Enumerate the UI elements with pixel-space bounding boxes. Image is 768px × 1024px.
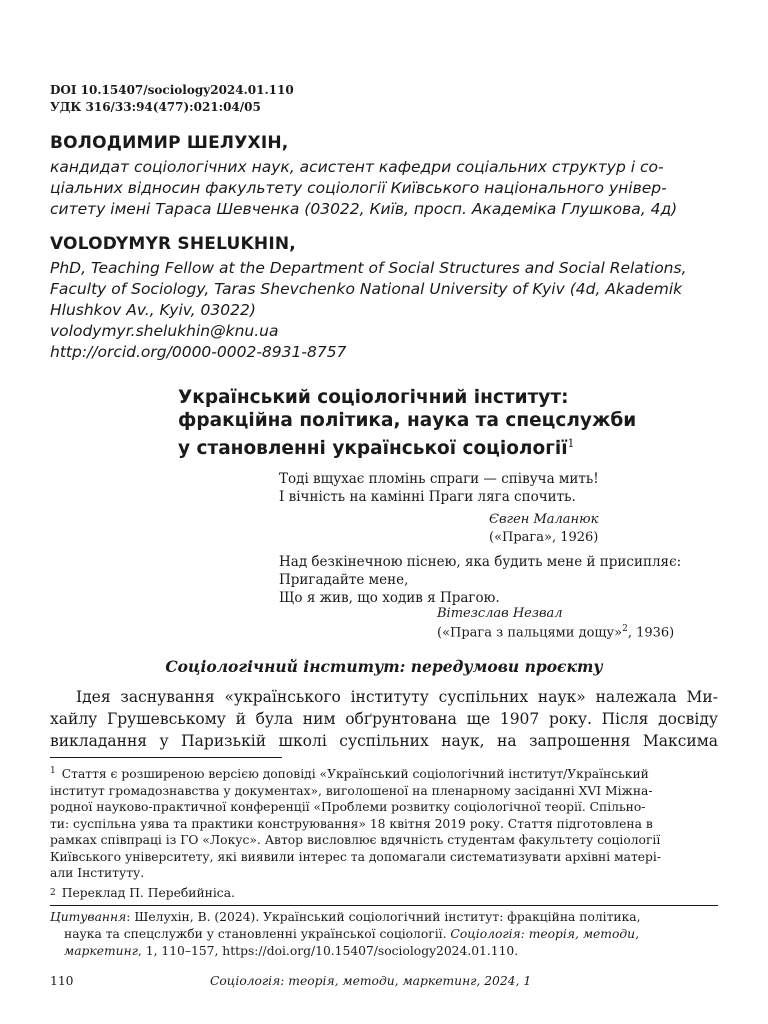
citation-divider xyxy=(50,905,718,906)
affiliation-line: Faculty of Sociology, Taras Shevchenko National University of Kyiv (4d, Akademik xyxy=(50,280,683,298)
title-line: Український соціологічний інститут: xyxy=(178,387,569,408)
author-affiliation-en xyxy=(50,258,710,363)
epigraph-nezval xyxy=(279,553,681,607)
footnote-text: Стаття є розширеною версією доповіді «Український соціологічний інститут/Український xyxy=(61,767,649,782)
citation-block xyxy=(50,909,718,960)
footnote-1-line: інститут громадознавства у документах», виголошеної на пленарному засіданні XVI Міжна- xyxy=(50,783,653,798)
section-heading: Соціологічний інститут: передумови проєкту xyxy=(165,657,603,676)
page-number: 110 xyxy=(50,974,74,988)
epigraph-author: Євген Маланюк xyxy=(489,512,599,527)
poem-line: Над безкінечною піснею, яка будить мене й присипляє: xyxy=(279,554,682,570)
doi[interactable]: DOI 10.15407/sociology2024.01.110 xyxy=(50,83,294,97)
poem-line: Пригадайте мене, xyxy=(279,572,409,588)
title-footnote-mark[interactable]: 1 xyxy=(567,437,575,450)
affiliation-line: кандидат соціологічних наук, асистент кафедри соціальних структур і со- xyxy=(50,158,664,176)
affiliation-line: ситету імені Тараса Шевченка (03022, Київ, просп. Академіка Глушкова, 4д) xyxy=(50,200,678,218)
footnote-1-line: рамках співпраці із ГО «Локус». Автор висловлює вдячність студентам факультету соціології xyxy=(50,833,661,848)
author-name-en: VOLODYMYR SHELUKHIN, xyxy=(50,234,296,254)
source-year: , 1936) xyxy=(627,625,675,641)
footnote-divider xyxy=(50,757,282,758)
citation-line xyxy=(50,926,718,943)
epigraph-source xyxy=(437,624,674,640)
paragraph-line: Ідея заснування «українського інституту суспільних наук» належала Ми- xyxy=(76,688,718,706)
affiliation-line: ціальних відносин факультету соціології Київського національного універ- xyxy=(50,179,667,197)
poem-line: Що я жив, що ходив я Прагою. xyxy=(279,590,500,606)
paragraph-line: викладання у Паризькій школі суспільних наук, на запрошення Максима xyxy=(50,732,718,750)
article-identifiers xyxy=(50,82,294,116)
source-text: («Прага з пальцями дощу» xyxy=(437,625,623,641)
footnote-1-line xyxy=(50,763,718,783)
footnotes xyxy=(50,763,718,901)
paragraph-line: хайлу Грушевському й була ним обґрунтована ще 1907 року. Після досвіду xyxy=(50,710,718,728)
footnote-number: 2 xyxy=(50,887,56,898)
title-line xyxy=(178,432,636,460)
udk-code: УДК 316/33:94(477):021:04/05 xyxy=(50,100,261,114)
title-line: фракційна політика, наука та спецслужби xyxy=(178,410,637,431)
epigraph-malaniuk xyxy=(279,470,599,506)
affiliation-line: Hlushkov Av., Kyiv, 03022) xyxy=(50,301,256,319)
citation-text: : Шелухін, В. (2024). Український соціологічний інститут: фракційна політика, xyxy=(126,910,641,924)
footnote-mark-2[interactable]: 2 xyxy=(622,624,628,634)
poem-line: Тоді вщухає пломінь спраги — співуча мить! xyxy=(279,471,599,487)
footnote-1-line: Київського університету, які виявили інтерес та допомагали систематизувати архівні матері- xyxy=(50,849,662,864)
footnote-number: 1 xyxy=(50,766,56,776)
author-orcid[interactable]: http://orcid.org/0000-0002-8931-8757 xyxy=(50,343,347,361)
citation-line xyxy=(50,909,718,926)
affiliation-line: PhD, Teaching Fellow at the Department of Social Structures and Social Relations, xyxy=(50,259,687,277)
title-line-text: у становленні української соціології xyxy=(178,438,568,460)
citation-text: наука та спецслужби у становленні української соціології. xyxy=(64,927,451,941)
poem-line: І вічність на камінні Праги ляга спочить. xyxy=(279,489,576,505)
footnote-1-line: ти: суспільна уява та практики конструювання» 18 квітня 2019 року. Стаття підготовлена в xyxy=(50,816,653,831)
footnote-text: Переклад П. Перебийніса. xyxy=(61,885,235,900)
citation-line xyxy=(50,943,718,960)
article-title xyxy=(178,386,636,460)
footnote-1-line: али Інституту. xyxy=(50,866,145,881)
footnote-2 xyxy=(50,885,718,902)
epigraph-source: («Прага», 1926) xyxy=(489,530,599,545)
citation-journal: Соціологія: теорія, методи, xyxy=(450,927,639,941)
footnote-1-line: родної науково-практичної конференції «Проблеми розвитку соціологічної теорії. Спільно- xyxy=(50,800,646,815)
citation-label: Цитування xyxy=(50,910,127,924)
citation-doi[interactable]: , 1, 110–157, https://doi.org/10.15407/sociology2024.01.110. xyxy=(137,944,519,958)
author-affiliation-ua xyxy=(50,157,710,220)
body-paragraph xyxy=(50,686,718,752)
author-email[interactable]: volodymyr.shelukhin@knu.ua xyxy=(50,322,279,340)
journal-running-footer: Соціологія: теорія, методи, маркетинг, 2024, 1 xyxy=(210,974,532,988)
epigraph-author: Вітезслав Незвал xyxy=(437,606,563,621)
author-name-ua: ВОЛОДИМИР ШЕЛУХІН, xyxy=(50,133,289,153)
citation-journal: маркетинг xyxy=(64,944,138,958)
